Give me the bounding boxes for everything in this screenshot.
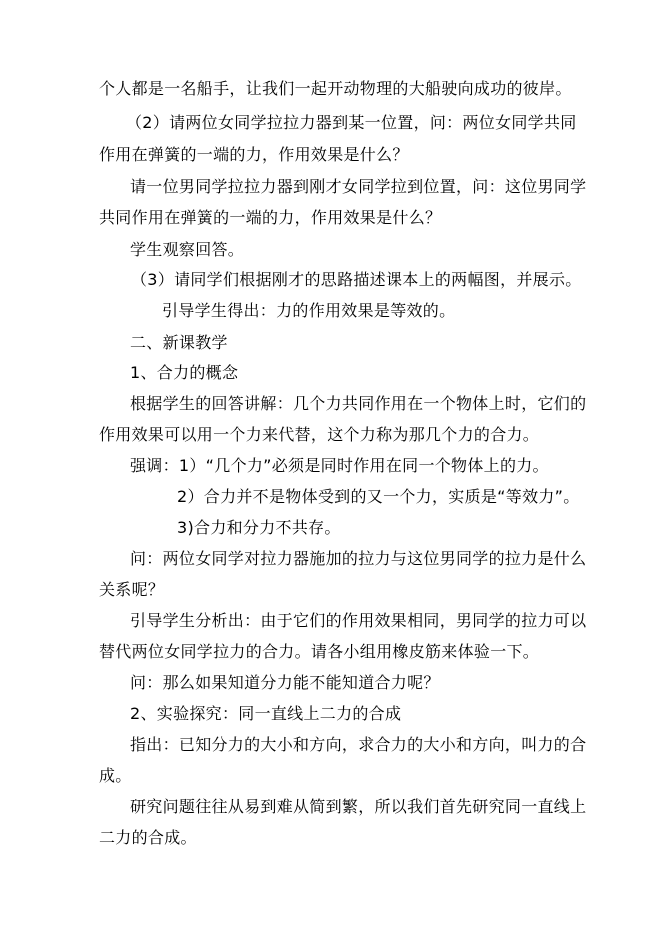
text-line: 作用在弹簧的一端的力，作用效果是什么？ [99, 145, 409, 164]
text-line: 关系呢？ [99, 580, 165, 599]
text-line: 问：那么如果知道分力能不能知道合力呢？ [130, 673, 440, 692]
text-line: 研究问题往往从易到难从简到繁，所以我们首先研究同一直线上 [130, 797, 587, 816]
text-line: 学生观察回答。 [130, 240, 245, 259]
text-line: 个人都是一名船手，让我们一起开动物理的大船驶向成功的彼岸。 [99, 79, 572, 98]
text-line: 成。 [99, 766, 132, 785]
text-line: 引导学生得出：力的作用效果是等效的。 [162, 301, 456, 320]
text-line: 作用效果可以用一个力来代替，这个力称为那几个力的合力。 [99, 425, 540, 444]
text-line: 根据学生的回答讲解：几个力共同作用在一个物体上时，它们的 [130, 394, 587, 413]
text-line: 3)合力和分力不共存。 [177, 518, 341, 537]
text-line: 共同作用在弹簧的一端的力，作用效果是什么？ [99, 208, 442, 227]
text-line: （2）请两位女同学拉拉力器到某一位置，问：两位女同学共同 [126, 113, 577, 132]
text-line: 指出：已知分力的大小和方向，求合力的大小和方向，叫力的合 [130, 735, 587, 754]
text-line: 引导学生分析出：由于它们的作用效果相同，男同学的拉力可以 [130, 611, 587, 630]
section-heading: 二、新课教学 [130, 333, 228, 352]
text-line: 强调：1）“几个力”必须是同时作用在同一个物体上的力。 [130, 456, 549, 475]
subsection-heading: 2、实验探究：同一直线上二力的合成 [130, 704, 402, 723]
text-line: （3）请同学们根据刚才的思路描述课本上的两幅图，并展示。 [131, 270, 582, 289]
text-line: 替代两位女同学拉力的合力。请各小组用橡皮筋来体验一下。 [99, 642, 540, 661]
subsection-heading: 1、合力的概念 [130, 363, 239, 382]
text-line: 二力的合成。 [99, 828, 197, 847]
text-line: 2）合力并不是物体受到的又一个力，实质是“等效力”。 [177, 487, 580, 506]
text-line: 问：两位女同学对拉力器施加的拉力与这位男同学的拉力是什么 [130, 549, 587, 568]
text-line: 请一位男同学拉拉力器到刚才女同学拉到位置，问：这位男同学 [130, 177, 587, 196]
